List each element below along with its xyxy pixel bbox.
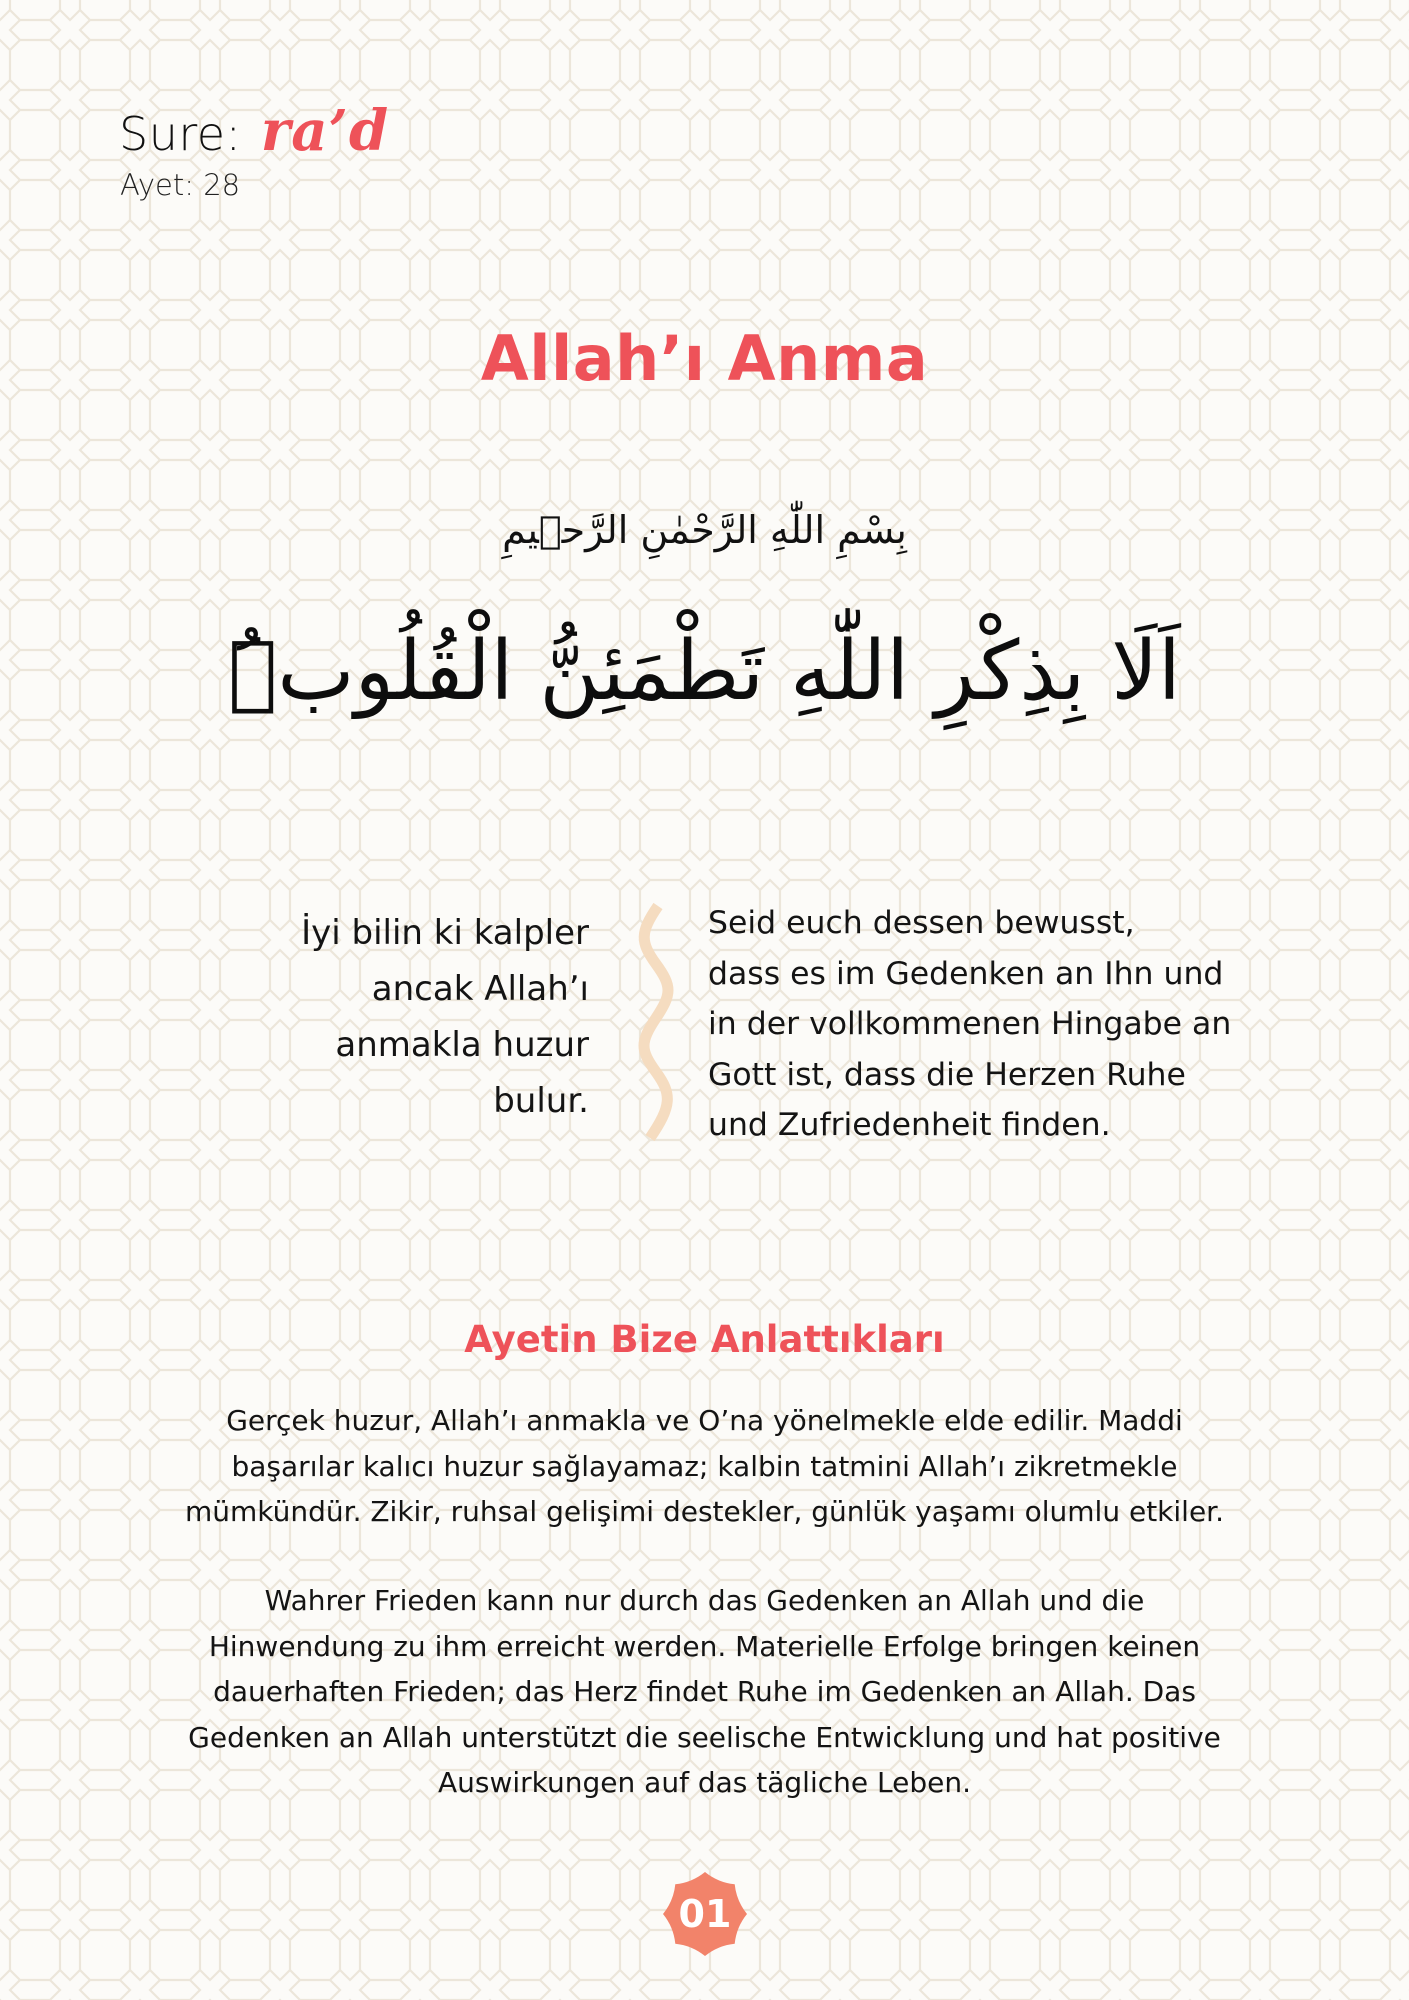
german-translation-line: und Zufriedenheit finden. [708,1107,1111,1143]
turkish-translation-line: bulur. [493,1081,589,1121]
lessons-turkish-paragraph [0,1398,1409,1535]
german-translation-line: dass es im Gedenken an Ihn und [708,955,1224,992]
german-translation-line: in der vollkommenen Hingabe an [708,1006,1232,1042]
page-number: 01 [678,1892,732,1936]
turkish-translation [289,905,589,1129]
paragraph-line: dauerhaften Frieden; das Herz findet Ruhe im Gedenken an Allah. Das [213,1675,1196,1708]
paragraph-line: Auswirkungen auf das tägliche Leben. [438,1766,971,1799]
paragraph-line: başarılar kalıcı huzur sağlayamaz; kalbin tatmini Allah’ı zikretmekle [231,1449,1178,1483]
page-number-badge [663,1872,747,1956]
lessons-german-paragraph [0,1578,1409,1806]
turkish-translation-line: ancak Allah’ı [371,969,589,1009]
german-translation-line: Seid euch dessen bewusst, [708,905,1135,941]
ayah-arabic: اَلَا بِذِكْرِ اللّٰهِ تَطْمَئِنُّ الْقُلُوبُۜ [228,624,1181,719]
german-translation-line: Gott ist, dass die Herzen Ruhe [708,1056,1186,1093]
lessons-heading: Ayetin Bize Anlattıkları [464,1318,945,1361]
paragraph-line: Hinwendung zu ihm erreicht werden. Materielle Erfolge bringen keinen [208,1629,1201,1663]
paragraph-line: Wahrer Frieden kann nur durch das Gedenken an Allah und die [264,1584,1145,1617]
paragraph-line: mümkündür. Zikir, ruhsal gelişimi destekler, günlük yaşamı olumlu etkiler. [184,1495,1225,1528]
sure-header [119,98,389,164]
wavy-divider [636,902,676,1142]
page-title: Allah’ı Anma [480,322,929,395]
german-translation [708,898,1268,1151]
paragraph-line: Gerçek huzur, Allah’ı anmakla ve O’na yönelmekle elde edilir. Maddi [226,1404,1183,1437]
sure-name: ra’d [260,98,390,164]
ayet-number: Ayet: 28 [120,168,241,202]
basmala-arabic: بِسْمِ اللّٰهِ الرَّحْمٰنِ الرَّح۪يمِ [502,508,907,552]
sure-label: Sure: [119,107,242,161]
turkish-translation-line: İyi bilin ki kalpler [301,913,589,953]
paragraph-line: Gedenken an Allah unterstützt die seelische Entwicklung und hat positive [188,1720,1221,1754]
turkish-translation-line: anmakla huzur [335,1025,589,1065]
